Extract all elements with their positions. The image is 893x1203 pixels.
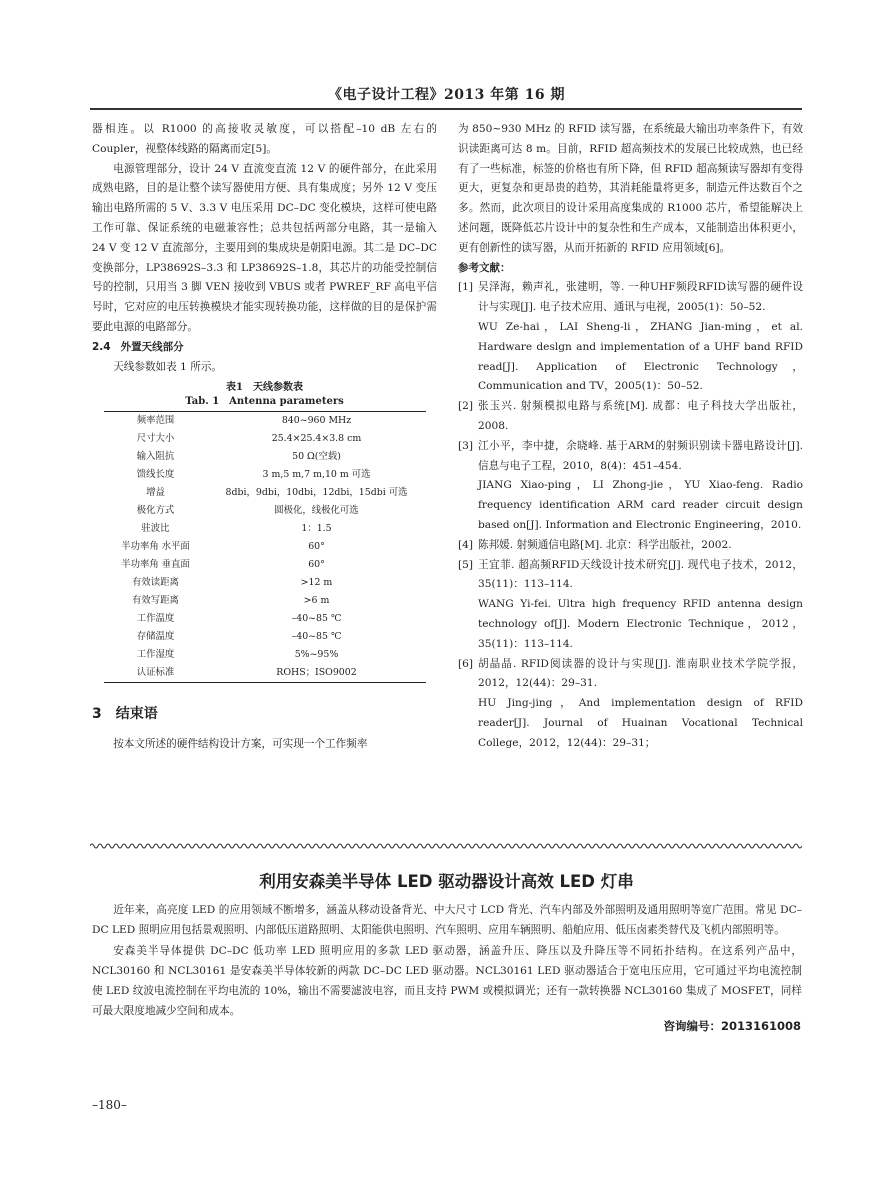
right-column xyxy=(458,120,803,754)
table-row xyxy=(104,412,426,431)
reference-en: WANG Yi-fei. Ultra high frequency RFID antenna design technology of[J]. Modern Electronic Technique，2012，35(11)：113–114. xyxy=(478,598,803,650)
left-paragraph-1: 器相连。以 R1000 的高接收灵敏度，可以搭配–10 dB 左右的 Coupler，视整体线路的隔离而定[5]。 xyxy=(92,123,437,155)
news-paragraph-1: 近年来，高亮度 LED 的应用领域不断增多，涵盖从移动设备背光、中大尺寸 LCD 背光、汽车内部及外部照明及通用照明等宽广范围。常见 DC–DC LED 照明应用包括景观照明、内部低压道路照明、太阳能供电照明、汽车照明、应用车辆照明、船舶应用、低压卤素类替代及飞机内部照明等。 xyxy=(92,904,802,937)
param-name-cell: 频率范围 xyxy=(104,412,208,431)
table-row xyxy=(104,484,426,502)
reference-cn: 张玉兴. 射频模拟电路与系统[M]. 成都：电子科技大学出版社，2008. xyxy=(478,400,803,432)
left-column xyxy=(92,120,437,755)
table-row xyxy=(104,520,426,538)
reference-number: [6] xyxy=(458,657,474,670)
reference-item xyxy=(458,536,803,556)
reference-en: HU Jing-jing，And implementation design of RFID reader[J]. Journal of Huainan Vocational Technical College，2012，12(44)：29–31； xyxy=(478,697,803,749)
param-name-cell: 存储温度 xyxy=(136,631,175,643)
reference-cn: 吴泽海，赖声礼，张建明，等. 一种UHF频段RFID读写器的硬件设计与实现[J]. 电子技术应用、通讯与电视，2005(1)：50–52. xyxy=(478,281,803,314)
param-value-cell: 60° xyxy=(308,559,325,571)
conclusion-text: 按本文所述的硬件结构设计方案，可实现一个工作频率 xyxy=(113,738,368,751)
param-value-cell: 840~960 MHz xyxy=(208,412,426,431)
table-caption-cn: 表1 天线参数表 xyxy=(226,382,303,394)
conclusion-heading xyxy=(92,705,437,725)
header-divider xyxy=(90,108,802,110)
param-value-cell: 圆极化，线极化可选 xyxy=(274,505,359,517)
inquiry-code: 咨询编号：2013161008 xyxy=(663,1019,801,1033)
conclusion-continued: 为 850~930 MHz 的 RFID 读写器，在系统最大输出功率条件下，有效识读距离可达 8 m。目前，RFID 超高频技术的发展已比较成熟，也已经有了一些标准，标签的价格也有所下降，但 RFID 超高频读写器却有变得更大，更复杂和更昂贵的趋势，其消耗能量将更多，制造元件达数百个之多。然而，此次项目的设计采用高度集成的 R1000 芯片，希望能解决上述问题，既降低芯片设计中的复杂性和生产成本，又能制造出体积更小，更有创新性的读写器，从而开拓新的 RFID 应用领域[6]。 xyxy=(458,123,803,254)
reference-number: [1] xyxy=(458,281,474,294)
wavy-divider xyxy=(90,842,802,850)
antenna-intro-text: 天线参数如表 1 所示。 xyxy=(113,360,223,373)
page-number: –180– xyxy=(92,1098,127,1112)
param-name-cell: 半功率角 水平面 xyxy=(121,541,190,553)
power-management-paragraph: 电源管理部分，设计 24 V 直流变直流 12 V 的硬件部分，在此采用成熟电路，目的是让整个读写器使用方便、具有集成度；另外 12 V 变压输出电路所需的 5 V、3.3 V 电压采用 DC–DC 变化模块，这样可使电路工作可靠、保证系统的电磁兼容性；总共包括两部分电路，其一是输入 24 V 变 12 V 直流部分，主要用到的集成块是朝阳电源。其二是 DC–DC 变换部分，LP38692S–3.3 和 LP38692S–1.8，其芯片的功能受控制信号的控制，只用当 3 脚 VEN 接收到 VBUS 或者 PWREF_RF 高电平信号时，它对应的电压转换模块才能实现转换功能，这样做的目的是保护需要此电源的电路部分。 xyxy=(92,162,437,333)
references-list xyxy=(458,278,803,753)
table-row xyxy=(104,430,426,448)
param-name-cell: 馈线长度 xyxy=(136,469,175,481)
reference-number: [5] xyxy=(458,558,474,571)
param-name-cell: 半功率角 垂直面 xyxy=(121,559,190,571)
table-row xyxy=(104,502,426,520)
news-body xyxy=(92,900,802,1022)
table-row xyxy=(104,556,426,574)
param-value-cell: 50 Ω(空载) xyxy=(292,451,341,463)
reference-cn: 胡晶晶. RFID阅读器的设计与实现[J]. 淮南职业技术学院学报，2012，12(44)：29–31. xyxy=(478,657,803,690)
table-row xyxy=(104,628,426,646)
param-value-cell: –40~85 ℃ xyxy=(291,631,342,643)
news-paragraph-2: 安森美半导体提供 DC–DC 低功率 LED 照明应用的多款 LED 驱动器，涵盖升压、降压以及升降压等不同拓扑结构。在这系列产品中，NCL30160 和 NCL30161 是安森美半导体较新的两款 DC–DC LED 驱动器。NCL30161 LED 驱动器适合于宽电压应用，它可通过平均电流控制使 LED 纹波电流控制在平均电流的 10%，输出不需要滤波电容，而且支持 PWM 或模拟调光；还有一款转换器 NCL30160 集成了 MOSFET，同样可最大限度地减少空间和成本。 xyxy=(92,944,802,1018)
param-name-cell: 尺寸大小 xyxy=(136,433,175,445)
reference-item xyxy=(458,437,803,536)
param-name-cell: 输入阻抗 xyxy=(136,451,175,463)
table-row xyxy=(104,574,426,592)
reference-item xyxy=(458,278,803,397)
section-title: 结束语 xyxy=(115,706,158,723)
reference-cn: 王宜菲. 超高频RFID天线设计技术研究[J]. 现代电子技术，2012，35(11)：113–114. xyxy=(478,558,803,591)
table-row xyxy=(104,592,426,610)
table-caption-en: Tab. 1 Antenna parameters xyxy=(185,396,344,408)
reference-cn: 江小平，李中捷，余晓峰. 基于ARM的射频识别读卡器电路设计[J]. 信息与电子工程，2010，8(4)：451–454. xyxy=(478,439,803,472)
reference-number: [3] xyxy=(458,439,474,452)
table-row xyxy=(104,538,426,556)
section-number: 3 xyxy=(92,706,102,723)
reference-number: [2] xyxy=(458,400,474,413)
param-value-cell: –40~85 ℃ xyxy=(291,613,342,625)
param-name-cell: 有效写距离 xyxy=(132,595,179,607)
param-value-cell: 1：1.5 xyxy=(301,523,332,535)
param-name-cell: 极化方式 xyxy=(136,505,175,517)
section-number: 2.4 xyxy=(92,340,111,353)
param-name-cell: 工作湿度 xyxy=(136,649,175,661)
journal-header: 《电子设计工程》2013 年第 16 期 xyxy=(327,87,566,103)
param-name-cell: 有效读距离 xyxy=(132,577,179,589)
table-row xyxy=(104,466,426,484)
table-row xyxy=(104,646,426,664)
references-heading: 参考文献： xyxy=(458,261,511,274)
table-row xyxy=(104,610,426,628)
param-value-cell: 60° xyxy=(308,541,325,553)
param-name-cell: 增益 xyxy=(146,487,165,499)
section-2-4-heading xyxy=(92,338,437,358)
param-name-cell: 驻波比 xyxy=(141,523,170,535)
param-name-cell: 工作温度 xyxy=(136,613,175,625)
antenna-parameters-table xyxy=(104,411,426,683)
param-value-cell: 3 m,5 m,7 m,10 m 可选 xyxy=(262,469,371,481)
reference-en: JIANG Xiao-ping，LI Zhong-jie，YU Xiao-feng. Radio frequency identification ARM card reader circuit design based on[J]. Information and Electronic Engineering，2010. xyxy=(478,479,803,531)
table-row xyxy=(104,664,426,683)
reference-item xyxy=(458,397,803,437)
reference-item xyxy=(458,556,803,655)
reference-cn: 陈邦媛. 射频通信电路[M]. 北京：科学出版社，2002. xyxy=(478,538,732,551)
param-value-cell: 5%~95% xyxy=(294,649,339,661)
table-row xyxy=(104,448,426,466)
param-name-cell: 认证标准 xyxy=(104,664,208,683)
param-value-cell: >12 m xyxy=(300,577,333,589)
reference-en: WU Ze-hai，LAI Sheng-li，ZHANG Jian-ming，et al. Hardware deslgn and implementation of a UHF band RFID read[J]. Application of Electronic Technology，Communication and TV，2005(1)：50–52. xyxy=(478,320,803,393)
param-value-cell: ROHS；ISO9002 xyxy=(208,664,426,683)
param-value-cell: 8dbi，9dbi，10dbi，12dbi，15dbi 可选 xyxy=(225,487,408,499)
news-title: 利用安森美半导体 LED 驱动器设计高效 LED 灯串 xyxy=(259,872,634,891)
section-title: 外置天线部分 xyxy=(120,340,184,353)
reference-item xyxy=(458,655,803,754)
param-value-cell: 25.4×25.4×3.8 cm xyxy=(271,433,362,445)
reference-number: [4] xyxy=(458,538,474,551)
param-value-cell: >6 m xyxy=(303,595,330,607)
antenna-table-block xyxy=(92,381,437,683)
